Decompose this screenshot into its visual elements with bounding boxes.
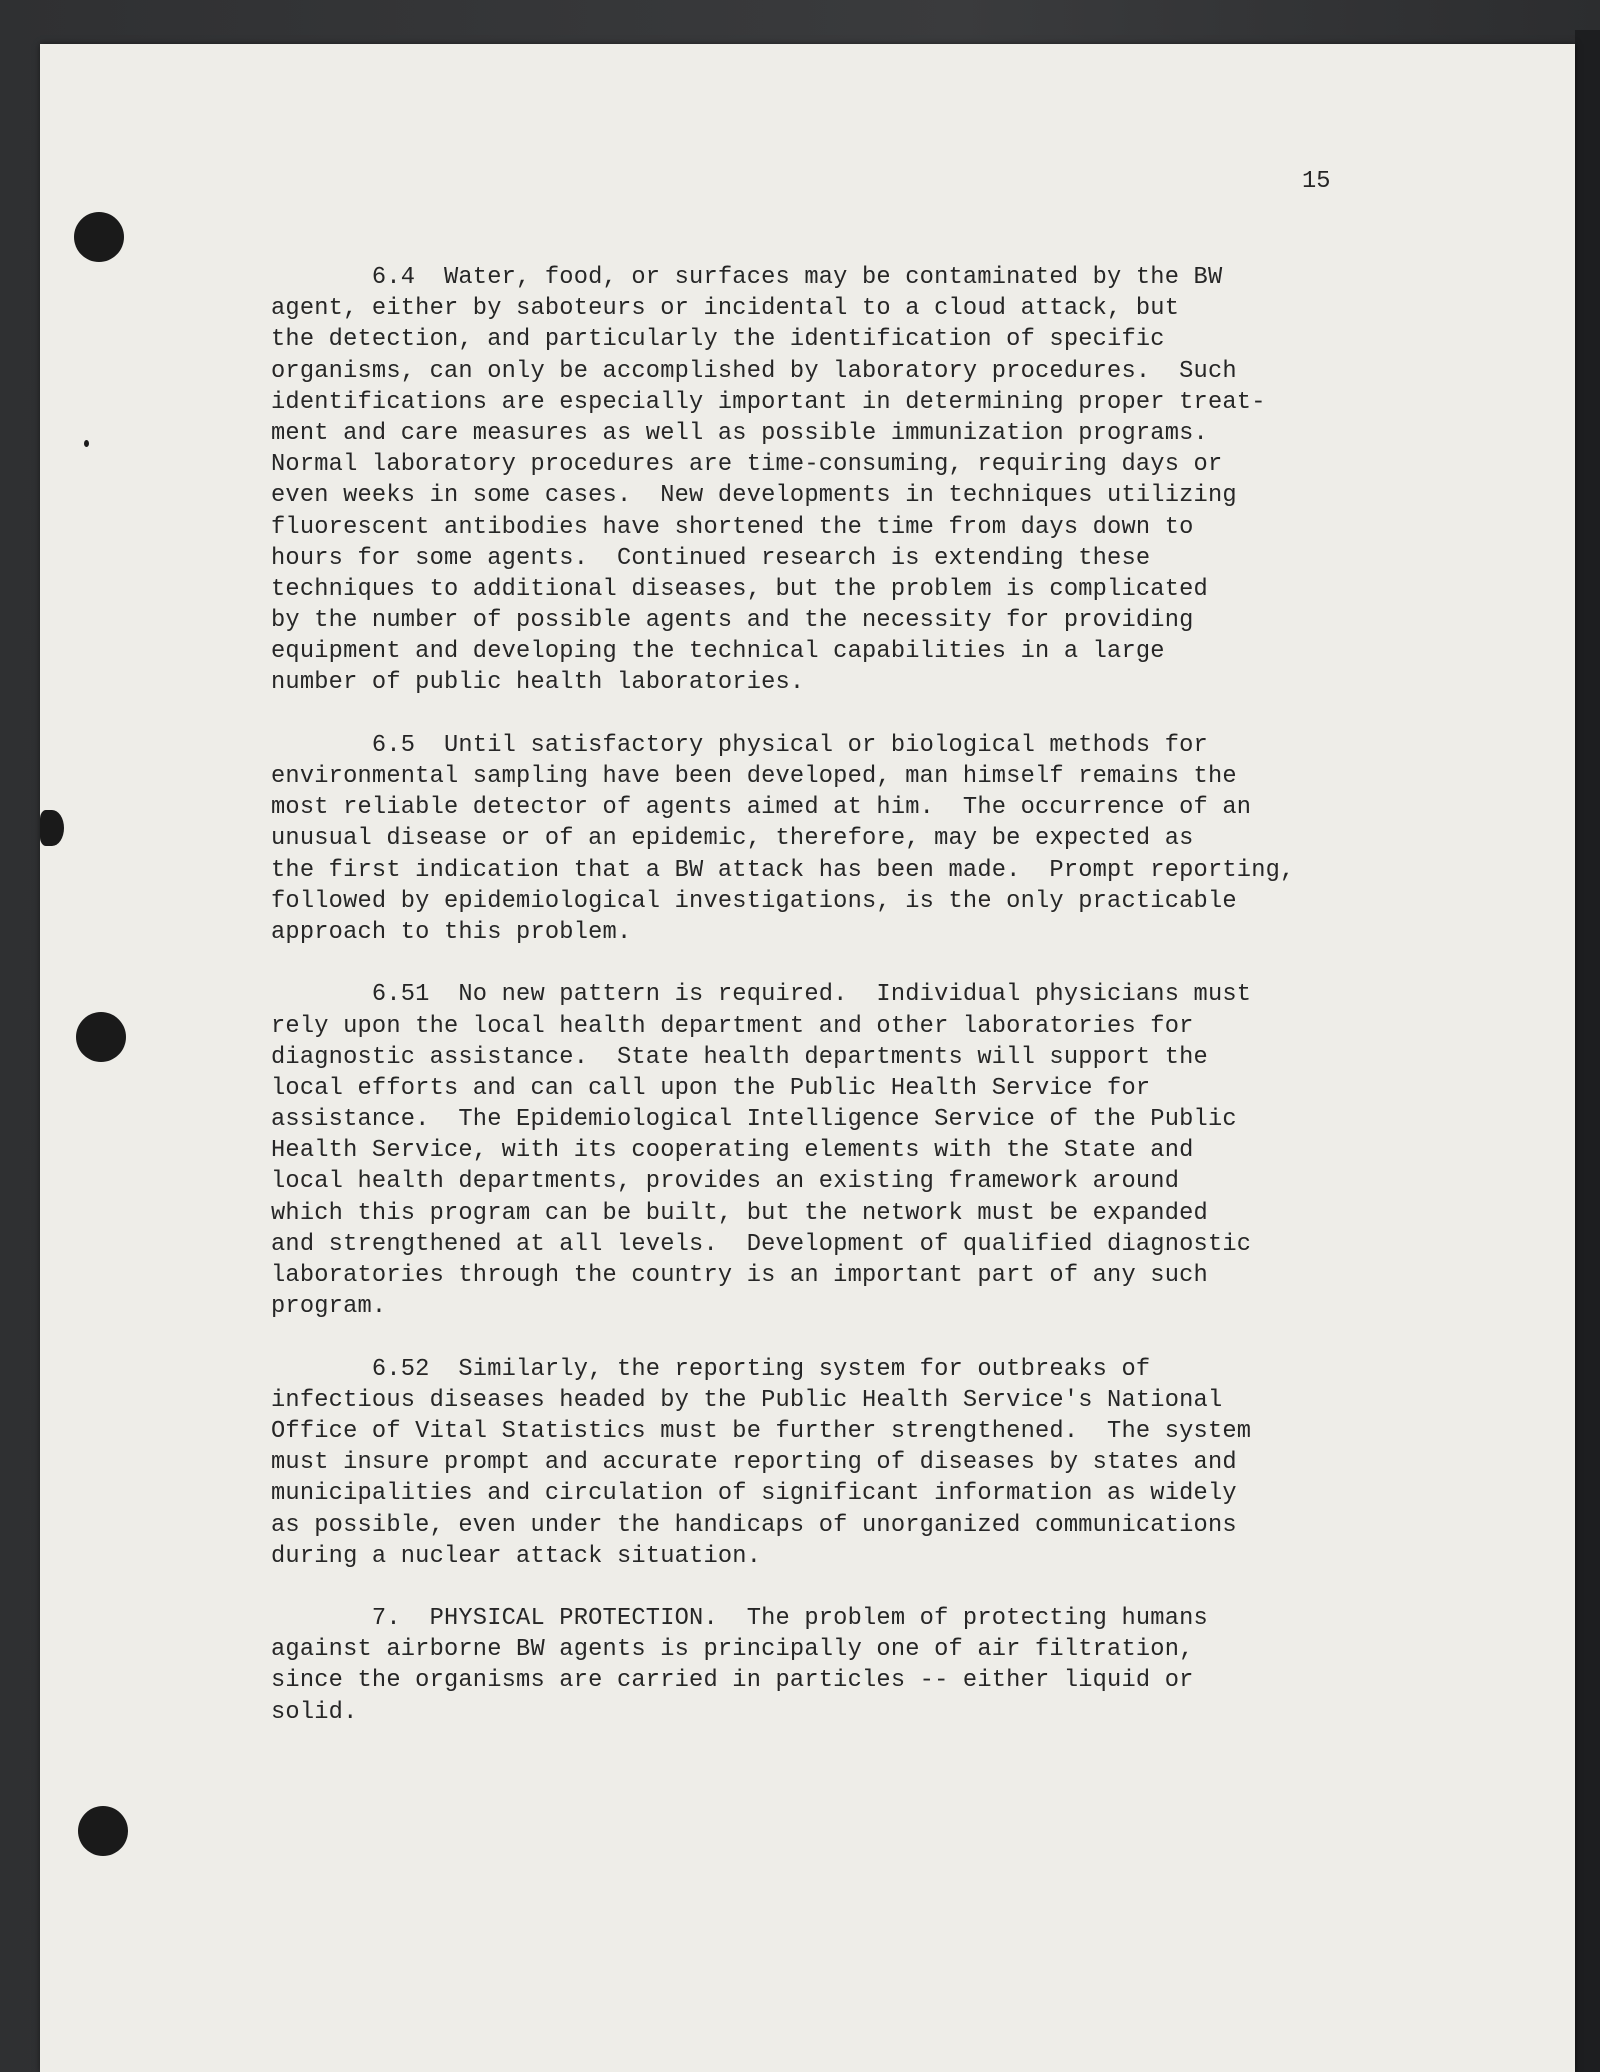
text-line: number of public health laboratories. (271, 669, 805, 697)
punch-hole-middle (76, 1012, 126, 1062)
text-line: 7. PHYSICAL PROTECTION. The problem of protecting humans (271, 1605, 1208, 1633)
text-line: equipment and developing the technical capabilities in a large (271, 638, 1165, 666)
paragraph (271, 730, 1411, 948)
text-line: infectious diseases headed by the Public Health Service's National (271, 1386, 1223, 1414)
text-line: the detection, and particularly the identification of specific (271, 326, 1165, 354)
text-line: fluorescent antibodies have shortened the time from days down to (271, 513, 1194, 541)
text-line: Office of Vital Statistics must be further strengthened. The system (271, 1417, 1252, 1445)
text-line: diagnostic assistance. State health departments will support the (271, 1043, 1208, 1071)
paragraph (271, 1354, 1411, 1572)
text-line: solid. (271, 1698, 358, 1726)
text-line: even weeks in some cases. New developments in techniques utilizing (271, 482, 1237, 510)
text-line: techniques to additional diseases, but the problem is complicated (271, 575, 1208, 603)
text-line: Health Service, with its cooperating elements with the State and (271, 1137, 1194, 1165)
text-line: most reliable detector of agents aimed at him. The occurrence of an (271, 794, 1252, 822)
text-line: assistance. The Epidemiological Intelligence Service of the Public (271, 1106, 1237, 1134)
text-line: hours for some agents. Continued research is extending these (271, 544, 1151, 572)
text-line: 6.52 Similarly, the reporting system for outbreaks of (271, 1355, 1151, 1383)
text-line: against airborne BW agents is principally one of air filtration, (271, 1636, 1194, 1664)
text-line: the first indication that a BW attack has been made. Prompt reporting, (271, 856, 1295, 884)
text-line: followed by epidemiological investigations, is the only practicable (271, 887, 1237, 915)
paper-mark (40, 810, 64, 846)
text-line: organisms, can only be accomplished by laboratory procedures. Such (271, 357, 1237, 385)
text-line: rely upon the local health department and other laboratories for (271, 1012, 1194, 1040)
text-line: must insure prompt and accurate reporting of diseases by states and (271, 1449, 1237, 1477)
text-line: approach to this problem. (271, 918, 632, 946)
text-line: 6.5 Until satisfactory physical or biological methods for (271, 731, 1208, 759)
text-line: during a nuclear attack situation. (271, 1542, 762, 1570)
binder-edge (1575, 30, 1600, 2072)
text-line: local efforts and can call upon the Public Health Service for (271, 1074, 1151, 1102)
paper-mark (84, 440, 89, 447)
text-line: laboratories through the country is an important part of any such (271, 1262, 1208, 1289)
text-line: 6.51 No new pattern is required. Individual physicians must (271, 981, 1252, 1009)
text-line: and strengthened at all levels. Development of qualified diagnostic (271, 1230, 1252, 1258)
text-line: identifications are especially important in determining proper treat- (271, 388, 1266, 416)
text-line: since the organisms are carried in particles -- either liquid or (271, 1667, 1194, 1695)
text-line: environmental sampling have been developed, man himself remains the (271, 763, 1237, 790)
text-line: which this program can be built, but the network must be expanded (271, 1199, 1208, 1227)
text-line: municipalities and circulation of significant information as widely (271, 1480, 1237, 1508)
text-line: local health departments, provides an existing framework around (271, 1168, 1180, 1196)
paragraph (271, 1603, 1411, 1728)
text-line: program. (271, 1293, 387, 1321)
text-line: ment and care measures as well as possible immunization programs. (271, 419, 1208, 447)
text-line: Normal laboratory procedures are time-consuming, requiring days or (271, 451, 1223, 479)
text-line: unusual disease or of an epidemic, therefore, may be expected as (271, 825, 1194, 853)
text-line: agent, either by saboteurs or incidental to a cloud attack, but (271, 295, 1180, 323)
text-line: 6.4 Water, food, or surfaces may be contaminated by the BW (271, 264, 1223, 291)
page-number: 15 (1302, 168, 1331, 195)
text-line: as possible, even under the handicaps of unorganized communications (271, 1511, 1237, 1539)
paragraph (271, 979, 1411, 1322)
punch-hole-bottom (78, 1806, 128, 1856)
document-body (271, 262, 1411, 1759)
punch-hole-top (74, 212, 124, 262)
text-line: by the number of possible agents and the necessity for providing (271, 607, 1194, 635)
paragraph (271, 262, 1411, 699)
